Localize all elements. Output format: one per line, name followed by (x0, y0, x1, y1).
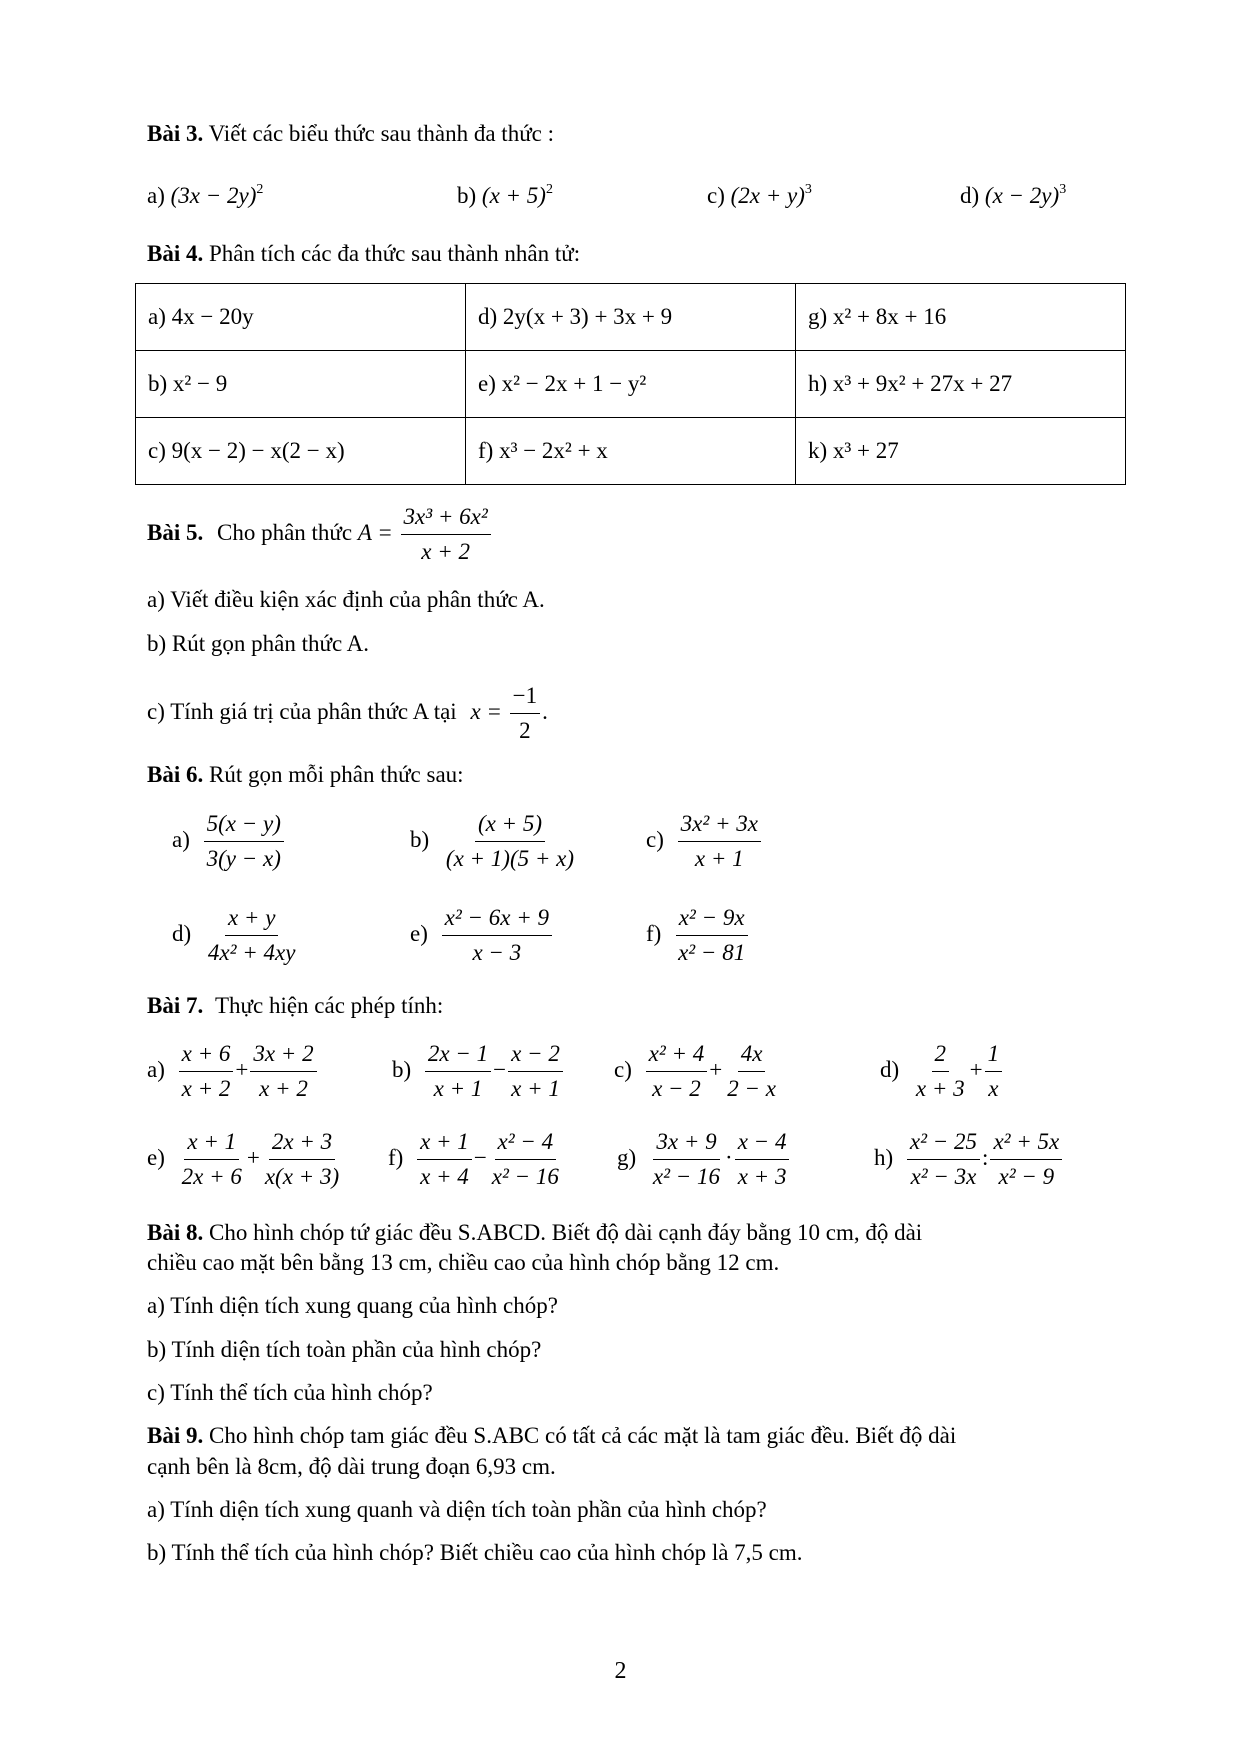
item-fraction-1 (179, 1040, 234, 1103)
fraction-denominator: x (988, 1076, 999, 1101)
table-cell: c) 9(x − 2) − x(2 − x) (136, 418, 466, 485)
item-label: d) (960, 183, 980, 208)
fraction-denominator: 2 (519, 718, 531, 743)
fraction-denominator: x + 1 (694, 846, 744, 871)
table-cell: a) 4x − 20y (136, 284, 466, 351)
bai7-item-c (614, 1040, 781, 1103)
bai5-b: b) Rút gọn phân thức A. (147, 631, 370, 656)
table-cell: h) x³ + 9x² + 27x + 27 (796, 351, 1126, 418)
bai7-item-h (874, 1128, 1064, 1191)
fraction-denominator: 4x² + 4xy (207, 940, 296, 965)
table-row (136, 284, 1126, 351)
table-cell: d) 2y(x + 3) + 3x + 9 (466, 284, 796, 351)
bai5-a: a) Viết điều kiện xác định của phân thức A. (147, 587, 545, 612)
fraction-numerator: x² − 6x + 9 (442, 904, 552, 936)
item-fraction-1 (913, 1040, 968, 1103)
fraction-numerator: 2x − 1 (425, 1040, 491, 1072)
item-fraction-2 (508, 1040, 563, 1103)
fraction-numerator: 4x (738, 1040, 766, 1072)
bai6-item-f (646, 904, 750, 967)
fraction-denominator: x² − 9 (998, 1164, 1055, 1189)
bai8-a: a) Tính diện tích xung quang của hình chóp? (147, 1293, 558, 1318)
bai7-item-g (617, 1128, 791, 1191)
item-label: h) (874, 1144, 894, 1170)
fraction-denominator: x + 2 (421, 539, 470, 564)
bai9-line1 (147, 1423, 956, 1449)
table-cell: e) x² − 2x + 1 − y² (466, 351, 796, 418)
bai8-c: c) Tính thể tích của hình chóp? (147, 1380, 433, 1405)
fraction-numerator: x² + 5x (990, 1128, 1062, 1160)
item-fraction (204, 810, 284, 873)
bai8-line1 (147, 1220, 922, 1246)
bai5-title (147, 503, 493, 566)
item-fraction (678, 810, 761, 873)
item-operator: · (725, 1144, 733, 1170)
bai7-item-b (392, 1040, 565, 1103)
item-operator: + (235, 1056, 249, 1082)
bai6-item-d (172, 904, 300, 967)
bai3-item-a (147, 183, 263, 209)
fraction-numerator: x² − 4 (495, 1128, 557, 1160)
item-fraction-2 (250, 1040, 316, 1103)
item-label: b) (410, 826, 430, 852)
bai4-title (147, 241, 580, 267)
table-cell: f) x³ − 2x² + x (466, 418, 796, 485)
item-label: c) (707, 183, 725, 208)
item-fraction-2 (990, 1128, 1062, 1191)
item-fraction-1 (646, 1040, 708, 1103)
fraction-denominator: x + 1 (511, 1076, 560, 1101)
item-expr: (3x − 2y) (170, 183, 257, 208)
bai5-lhs: A = (357, 519, 393, 545)
fraction-denominator: x + 4 (420, 1164, 469, 1189)
fraction-denominator: x² − 3x (910, 1164, 977, 1189)
bai9-text-1: Cho hình chóp tam giác đều S.ABC có tất cả các mặt là tam giác đều. Biết độ dài (208, 1423, 957, 1448)
bai4-table (135, 283, 1126, 485)
item-fraction (205, 904, 299, 967)
bai7-item-f (388, 1128, 564, 1191)
fraction-numerator: 2x + 3 (269, 1128, 335, 1160)
item-fraction-2 (489, 1128, 562, 1191)
item-label: c) (614, 1056, 632, 1082)
bai9-line2: cạnh bên là 8cm, độ dài trung đoạn 6,93 cm. (147, 1454, 556, 1479)
item-fraction-2 (985, 1040, 1003, 1103)
item-fraction-1 (907, 1128, 980, 1191)
item-fraction-1 (179, 1128, 245, 1191)
item-label: b) (457, 183, 477, 208)
item-fraction-2 (735, 1128, 790, 1191)
table-cell: b) x² − 9 (136, 351, 466, 418)
item-label: f) (388, 1144, 404, 1170)
fraction-denominator: x + 3 (915, 1076, 965, 1101)
bai6-item-c (646, 810, 763, 873)
table-cell: g) x² + 8x + 16 (796, 284, 1126, 351)
page-number: 2 (614, 1658, 627, 1684)
fraction-denominator: x − 3 (472, 940, 522, 965)
item-operator: − (473, 1144, 487, 1170)
bai3-heading: Bài 3. (147, 121, 204, 146)
bai3-item-c (707, 183, 812, 209)
bai5-c (147, 682, 548, 745)
bai9-b: b) Tính thể tích của hình chóp? Biết chiều cao của hình chóp là 7,5 cm. (147, 1540, 803, 1565)
bai6-title (147, 762, 464, 788)
fraction-numerator: 3x² + 3x (678, 810, 761, 842)
bai3-item-b (457, 183, 553, 209)
item-fraction (442, 904, 552, 967)
item-operator: − (493, 1056, 507, 1082)
item-operator: + (709, 1056, 723, 1082)
bai9-a: a) Tính diện tích xung quanh và diện tích toàn phần của hình chóp? (147, 1497, 767, 1522)
fraction-numerator: 5(x − y) (204, 810, 284, 842)
item-label: d) (172, 920, 192, 946)
item-label: e) (410, 920, 428, 946)
bai5-heading: Bài 5. (147, 519, 204, 545)
fraction-denominator: x² − 16 (491, 1164, 559, 1189)
fraction-denominator: x² − 81 (678, 940, 746, 965)
item-fraction-1 (650, 1128, 723, 1191)
item-operator: + (246, 1144, 260, 1170)
item-fraction-2 (262, 1128, 342, 1191)
fraction-denominator: x + 1 (433, 1076, 483, 1101)
item-exp: 3 (1059, 182, 1067, 197)
item-label: a) (147, 1056, 165, 1082)
bai6-heading: Bài 6. (147, 762, 204, 787)
fraction-denominator: 2 − x (727, 1076, 776, 1101)
bai3-item-d (960, 183, 1066, 209)
fraction-denominator: x + 3 (737, 1164, 787, 1189)
bai7-text: Thực hiện các phép tính: (214, 993, 444, 1018)
bai3-title (147, 121, 554, 147)
fraction-numerator: 3x³ + 6x² (401, 503, 491, 535)
item-label: d) (880, 1056, 900, 1082)
fraction-denominator: 2x + 6 (181, 1164, 242, 1189)
item-label: e) (147, 1144, 165, 1170)
table-row (136, 418, 1126, 485)
fraction-denominator: x² − 16 (652, 1164, 721, 1189)
fraction-numerator: x² − 25 (907, 1128, 980, 1160)
fraction-numerator: x² − 9x (676, 904, 748, 936)
item-fraction-1 (425, 1040, 491, 1103)
table-row (136, 351, 1126, 418)
fraction-numerator: 1 (985, 1040, 1003, 1072)
table-cell: k) x³ + 27 (796, 418, 1126, 485)
item-fraction-2 (724, 1040, 779, 1103)
bai5-c-fraction (510, 682, 540, 745)
bai3-text: Viết các biểu thức sau thành đa thức : (208, 121, 555, 146)
fraction-denominator: x(x + 3) (264, 1164, 340, 1189)
item-expr: (x + 5) (481, 183, 546, 208)
fraction-denominator: x + 2 (181, 1076, 231, 1101)
bai4-heading: Bài 4. (147, 241, 204, 266)
item-exp: 2 (545, 182, 553, 197)
bai7-heading: Bài 7. (147, 993, 204, 1018)
bai5-c-end: . (542, 698, 548, 724)
fraction-numerator: x + y (225, 904, 278, 936)
fraction-denominator: x + 2 (259, 1076, 308, 1101)
fraction-numerator: x² + 4 (646, 1040, 708, 1072)
fraction-numerator: 3x + 9 (653, 1128, 719, 1160)
fraction-denominator: x − 2 (652, 1076, 701, 1101)
item-fraction (675, 904, 748, 967)
item-label: a) (147, 183, 165, 208)
bai6-text: Rút gọn mỗi phân thức sau: (208, 762, 464, 787)
bai8-heading: Bài 8. (147, 1220, 204, 1245)
item-label: a) (172, 826, 190, 852)
fraction-numerator: x − 4 (735, 1128, 790, 1160)
item-exp: 2 (256, 182, 264, 197)
bai7-title (147, 993, 443, 1019)
item-operator: : (982, 1144, 989, 1170)
item-fraction-1 (417, 1128, 472, 1191)
fraction-numerator: x + 6 (179, 1040, 234, 1072)
bai5-intro: Cho phân thức (216, 519, 353, 545)
bai6-item-a (172, 810, 286, 873)
bai5-fraction (401, 503, 491, 566)
item-operator: + (969, 1056, 983, 1082)
bai7-item-d (880, 1040, 1004, 1103)
bai7-item-e (147, 1128, 344, 1191)
item-expr: (x − 2y) (984, 183, 1060, 208)
fraction-numerator: x + 1 (184, 1128, 239, 1160)
bai9-heading: Bài 9. (147, 1423, 204, 1448)
fraction-denominator: 3(y − x) (206, 846, 281, 871)
bai8-line2: chiều cao mặt bên bằng 13 cm, chiều cao của hình chóp bằng 12 cm. (147, 1250, 780, 1275)
item-label: c) (646, 826, 664, 852)
fraction-numerator: 3x + 2 (250, 1040, 316, 1072)
fraction-numerator: x − 2 (508, 1040, 563, 1072)
bai6-item-b (410, 810, 579, 873)
fraction-numerator: 2 (932, 1040, 950, 1072)
item-label: f) (646, 920, 662, 946)
fraction-denominator: (x + 1)(5 + x) (445, 846, 575, 871)
item-expr: (2x + y) (730, 183, 805, 208)
item-fraction (443, 810, 577, 873)
item-label: b) (392, 1056, 412, 1082)
bai6-item-e (410, 904, 554, 967)
item-label: g) (617, 1144, 637, 1170)
bai5-c-text: c) Tính giá trị của phân thức A tại (147, 698, 457, 724)
fraction-numerator: (x + 5) (475, 810, 545, 842)
bai8-text-1: Cho hình chóp tứ giác đều S.ABCD. Biết độ dài cạnh đáy bằng 10 cm, độ dài (208, 1220, 923, 1245)
item-exp: 3 (804, 182, 812, 197)
bai4-text: Phân tích các đa thức sau thành nhân tử: (208, 241, 581, 266)
bai8-b: b) Tính diện tích toàn phần của hình chóp? (147, 1337, 542, 1362)
fraction-numerator: −1 (510, 682, 540, 714)
bai7-item-a (147, 1040, 319, 1103)
fraction-numerator: x + 1 (417, 1128, 472, 1160)
bai5-c-lhs: x = (470, 698, 502, 724)
